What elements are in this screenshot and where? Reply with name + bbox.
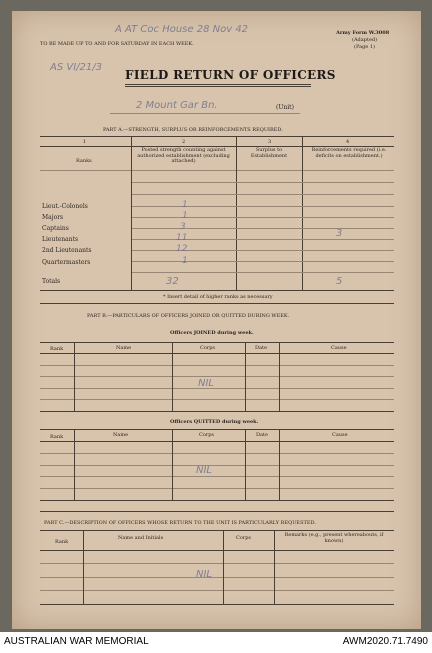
col-header-surplus: Surplus to Establishment <box>250 147 288 159</box>
part-c-col-remarks: Remarks (e.g., present whereabouts, if known) <box>284 532 384 544</box>
col-number-1: 1 <box>83 139 87 145</box>
posted-lieut-colonels: 1 <box>182 200 188 210</box>
form-note: (Adapted) <box>352 37 378 43</box>
instruction-text: TO BE MADE UP TO AND FOR SATURDAY IN EACH WEEK. <box>40 41 194 47</box>
handwritten-reference: AS VI/21/3 <box>50 62 102 73</box>
reinforcements-total: 5 <box>336 276 343 287</box>
posted-majors: 1 <box>182 211 188 221</box>
posted-2nd-lieutenants: 12 <box>176 244 188 254</box>
col-header-reinforcements: Reinforcements required (i.e. deficits on establishment.) <box>311 147 387 159</box>
quitted-col-rank: Rank <box>50 434 64 440</box>
rank-majors: Majors <box>42 214 64 221</box>
rank-captains: Captains <box>42 225 69 232</box>
form-title: FIELD RETURN OF OFFICERS <box>125 68 336 82</box>
part-c-col-rank: Rank <box>55 539 69 545</box>
col-header-ranks: Ranks <box>76 158 92 164</box>
page-number: (Page 1) <box>354 44 375 50</box>
posted-total: 32 <box>166 276 179 287</box>
joined-col-rank: Rank <box>50 346 64 352</box>
col-number-2: 2 <box>182 139 186 145</box>
part-a-footnote: * Insert detail of higher ranks as necessary <box>163 294 273 300</box>
quitted-col-corps: Corps <box>199 432 214 438</box>
rank-quartermasters: Quartermasters <box>42 259 91 266</box>
quitted-entry-nil: NIL <box>196 465 213 476</box>
part-c-col-name: Name and Initials <box>118 535 164 541</box>
totals-label: Totals <box>42 278 61 285</box>
joined-col-corps: Corps <box>200 345 215 351</box>
archive-footer <box>0 632 432 653</box>
posted-lieutenants: 11 <box>176 233 188 243</box>
footer-institution: AUSTRALIAN WAR MEMORIAL <box>4 636 149 647</box>
joined-col-date: Date <box>255 345 267 351</box>
posted-quartermasters: 1 <box>182 256 188 266</box>
footer-accession-number: AWM2020.71.7490 <box>342 636 428 647</box>
unit-label: (Unit) <box>276 104 294 111</box>
joined-col-cause: Cause <box>331 345 347 351</box>
quitted-col-date: Date <box>256 432 268 438</box>
col-number-3: 3 <box>268 139 272 145</box>
handwritten-top-note: A AT Coc House 28 Nov 42 <box>115 24 249 35</box>
part-b-heading: PART B.—PARTICULARS OF OFFICERS JOINED OR QUITTED DURING WEEK. <box>87 313 290 319</box>
part-c-entry-nil: NIL <box>196 569 213 580</box>
col-number-4: 4 <box>346 139 350 145</box>
quitted-title: Officers QUITTED during week. <box>170 419 259 425</box>
col-header-posted: Posted strength counting against authorized establishment (excluding attached) <box>137 147 230 164</box>
unit-name-handwritten: 2 Mount Gar Bn. <box>136 100 218 111</box>
form-id: Army Form W.3008 <box>336 30 390 36</box>
joined-entry-nil: NIL <box>198 378 215 389</box>
rank-lieut-colonels: Lieut.-Colonels <box>42 203 88 210</box>
quitted-col-cause: Cause <box>332 432 348 438</box>
posted-captains: 3 <box>180 222 186 232</box>
rank-lieutenants: Lieutenants <box>42 236 79 243</box>
joined-col-name: Name <box>116 345 132 351</box>
part-c-heading: PART C.—DESCRIPTION OF OFFICERS WHOSE RETURN TO THE UNIT IS PARTICULARLY REQUESTED. <box>44 520 316 526</box>
part-c-col-corps: Corps <box>236 535 251 541</box>
quitted-col-name: Name <box>113 432 129 438</box>
part-a-heading: PART A.—STRENGTH, SURPLUS OR REINFORCEMENTS REQUIRED. <box>103 127 283 133</box>
reinforcements-lieutenants: 3 <box>336 228 343 239</box>
joined-title: Officers JOINED during week. <box>170 330 254 336</box>
rank-2nd-lieutenants: 2nd Lieutenants <box>42 247 92 254</box>
